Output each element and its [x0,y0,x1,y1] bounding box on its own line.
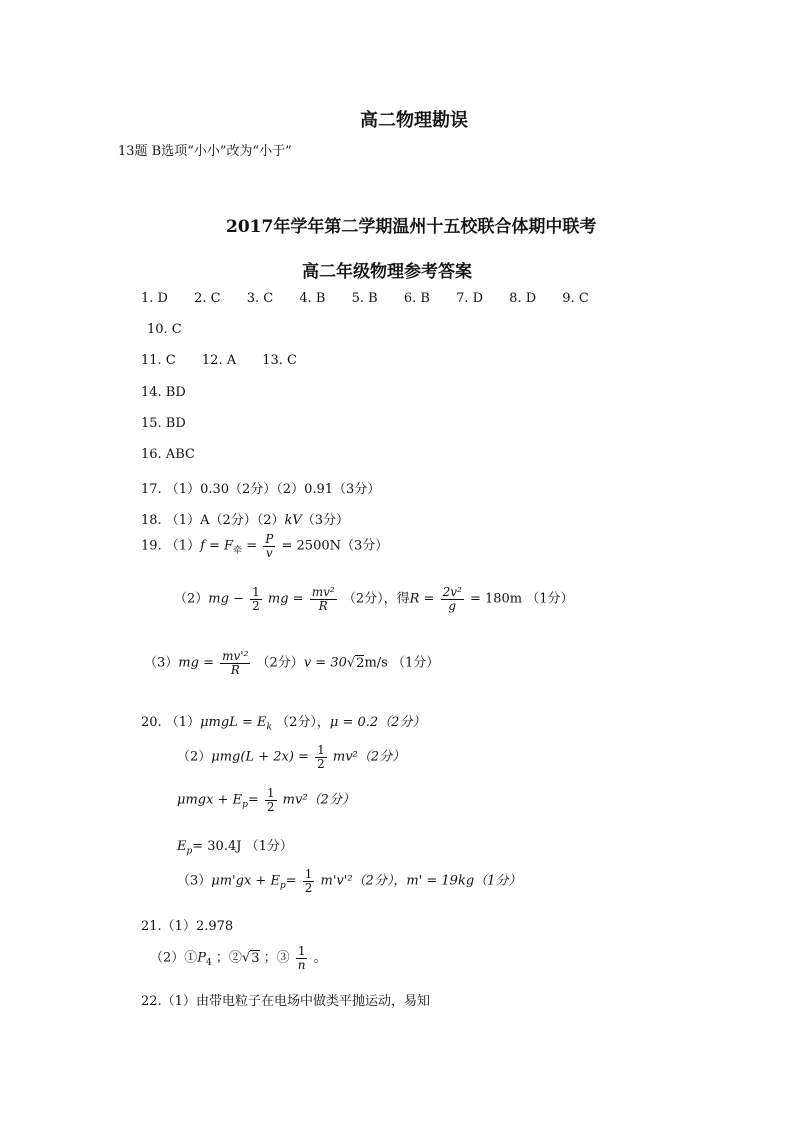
answer-15: 15. BD [141,416,186,431]
answer-19-part1: 19. $(1)f = F_牵$ = $\frac{P}{v}$ = 2500N（3分） [141,532,389,560]
answer-18: 18. （1）A（2分）（2）kV（3分） [141,513,350,528]
answer-item: 9. C [562,291,589,306]
answer-14: 14. BD [141,385,186,400]
answer-20-line3: $\mu mgx + E_p=$ $\frac{1}{2}$ mv²（2分） [177,786,355,814]
answer-item: 8. D [509,291,537,306]
answer-item: 4. B [299,291,326,306]
answer-item: 11. C [141,353,176,368]
mc-row-3 [141,353,297,368]
answer-20-line2: （2）μmg(L + 2x) = $\frac{1}{2}$ mv²（2分） [177,743,406,771]
answer-item: 3. C [246,291,274,306]
answers-title: 2017年学年第二学期温州十五校联合体期中联考 [226,217,597,237]
answer-20-line1: 20. $(1)\mu mgL = E_k$ （2分），μ = 0.2（2分） [141,715,426,733]
answer-21-line1: 21.（1）2.978 [141,919,234,934]
answer-17: 17. （1）0.30（2分）（2）0.91（3分） [141,482,381,497]
answer-item: 2. C [194,291,221,306]
answer-item: 10. C [147,322,182,337]
answer-item: 7. D [456,291,484,306]
answer-19-part2: （2）mg − $\frac{1}{2}$ mg = $\frac{\text{mv²}}{R}$ （2分），得R = $\frac{\text{2v²}}{g}$ = 180m （1分） [174,585,574,613]
answer-16: 16. ABC [141,447,195,462]
answer-22: 22.（1）由带电粒子在电场中做类平抛运动，易知 [141,994,430,1009]
answer-item: 13. C [262,353,298,368]
errata-title: 高二物理勘误 [360,110,468,131]
answer-item: 1. D [141,291,168,306]
answer-20-line4: $E_p= 30.4J$ （1分） [177,839,293,857]
answer-item: 6. B [403,291,430,306]
answer-20-line5: $(3)\mu m'gx + E_p=$ $\frac{1}{2}$ m'v'²（2分），m' = 19kg（1分） [177,867,522,895]
mc-row-1 [141,291,589,306]
answer-21-line2: $(2)①P_4$ ；②√3 ；③ $\frac{1}{n}$ 。 [150,944,327,972]
mc-row-2 [147,322,182,337]
errata-note: 13题 B选项“小小”改为“小于” [118,144,292,159]
answers-subtitle: 高二年级物理参考答案 [302,262,472,282]
answer-item: 12. A [201,353,237,368]
answer-19-part3: （3）mg = $\frac{\text{mv'²}}{R}$ （2分）v = 30√2m/s （1分） [144,649,440,677]
answer-item: 5. B [351,291,378,306]
